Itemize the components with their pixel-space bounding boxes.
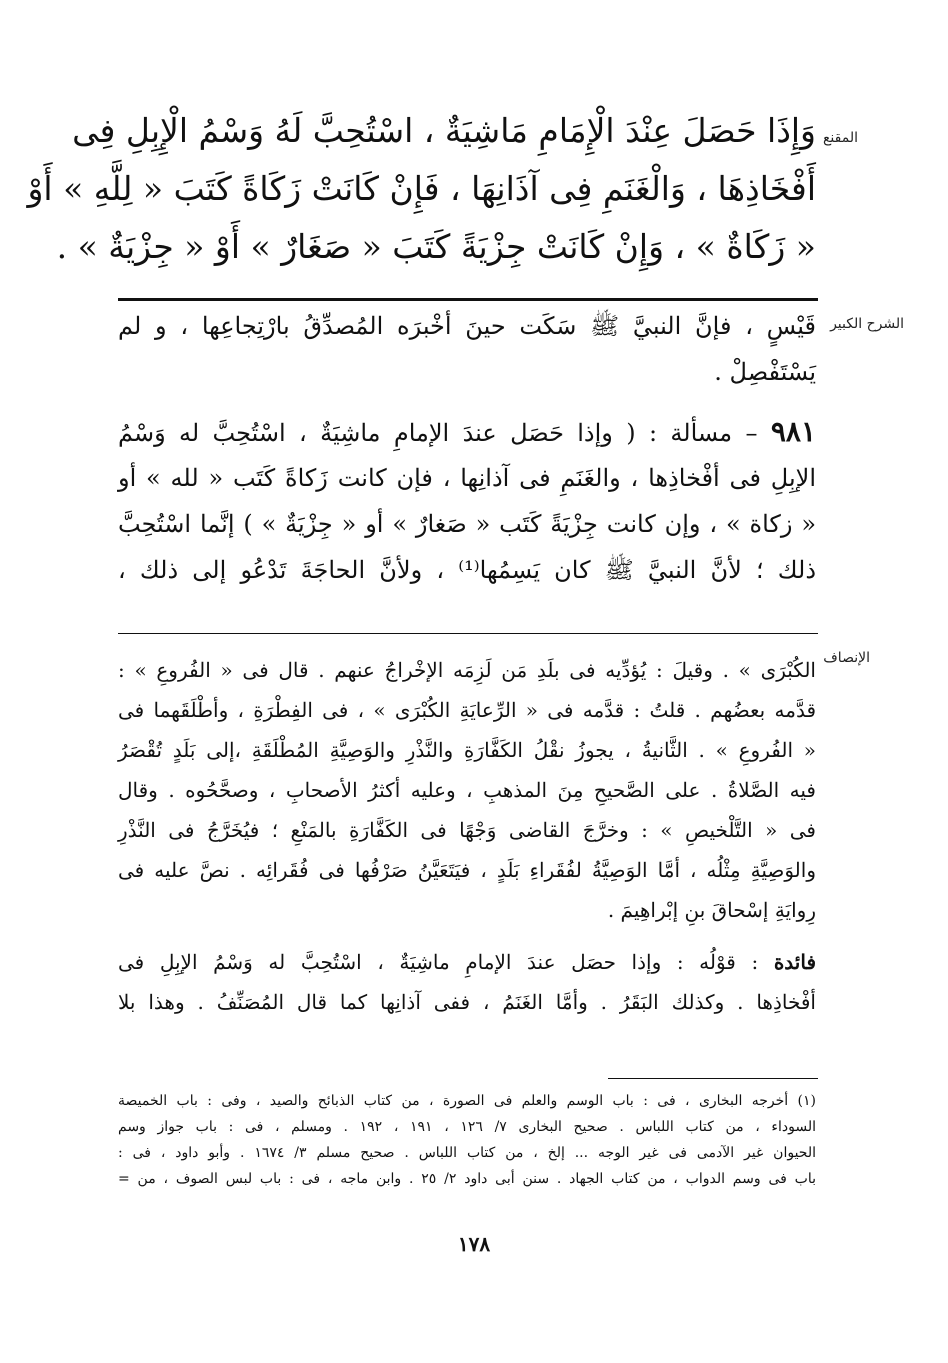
masala-number: ٩٨١ (770, 415, 816, 448)
masala-line: « زكاة » ، وإن كانت جِزْيَةً كَتَب « صَغارٌ » أو « جِزْيَةٌ » ) إنَّما اسْتُحِبَّ (118, 510, 816, 538)
muqni-line: وَإِذَا حَصَلَ عِنْدَ الْإِمَامِ مَاشِيَةٌ ، اسْتُحِبَّ لَهُ وَسْمُ الْإِبِلِ فِى (72, 111, 816, 150)
faida-label: فائدة (773, 950, 817, 974)
muqni-text (27, 102, 816, 276)
insaf-line: والوَصِيَّةِ مِثْلُه ، أمَّا الوَصِيَّةُ لفُقَراءِ بَلَدٍ ، فيَتَعَيَّنُ صَرْفُها فى فُقَرائِه . نصَّ عليه فى (118, 858, 816, 882)
footnote-divider (608, 1078, 818, 1079)
muqni-line: أَفْخَاذِهَا ، وَالْغَنَمِ فِى آذَانِهَا ، فَإِنْ كَانَتْ زَكَاةً كَتَبَ « لِلَّهِ » أَوْ (27, 169, 816, 208)
section-label-muqni: المقنع (822, 130, 858, 146)
masala-line: ذلك ؛ لأنَّ النبيَّ ﷺ كان يَسِمُها⁽¹⁾ ، ولأنَّ الحاجَةَ تَدْعُو إلى ذلك ، (118, 556, 817, 584)
insaf-line: رِوايَةِ إسْحاقَ بنِ إبْراهِيمَ . (607, 898, 816, 922)
sharh-kabir-text (118, 303, 816, 593)
masala-line: ٩٨١ – مسألة : ( وإذا حَصَل عندَ الإمامِ ماشِيَةٌ ، اسْتُحِبَّ له وَسْمُ (118, 415, 816, 448)
insaf-line: « الفُروعِ » . الثَّانيةُ ، يجوزُ نقْلُ الكَفَّارَةِ والنَّذْرِ والوَصِيَّةِ المُطْلَقَةِ ،إلى بَلَدٍ تُقْصَرُ (118, 738, 816, 762)
section-label-insaf: الإنصاف (823, 650, 870, 666)
section-label-sharh-kabir: الشرح الكبير (830, 316, 904, 332)
footnote-line: الحيوان غير الآدمى فى غير الوجه ... إلخ ، من كتاب اللباس . صحيح مسلم ٣/ ١٦٧٤ . وأبو داود ، فى : (118, 1145, 816, 1161)
insaf-line: فيه الصَّلاةُ . على الصَّحيحِ مِنَ المذهبِ ، وعليه أكثرُ الأصحابِ ، وصحَّحُوه . وقال (118, 778, 816, 802)
page-number: ١٧٨ (457, 1232, 491, 1256)
footnote-line: باب فى وسم الدواب ، من كتاب الجهاد . سنن أبى داود ٢/ ٢٥ . وابن ماجه ، فى : باب لبس الصوف ، من = (118, 1171, 816, 1187)
insaf-line: فى « التَّلْخيصِ » : وخرَّجَ القاضى وَجْهًا فى الكَفَّارَةِ بالمَنْعِ ؛ فيُخَرَّجُ فى النَّذْرِ (118, 818, 816, 842)
masala-line: الإبِلِ فى أفْخاذِها ، والغَنَمِ فى آذانِها ، فإن كانت زَكاةً كَتَب « لله » أو (118, 464, 816, 492)
sharh-line: قَيْسٍ ، فإنَّ النبيَّ ﷺ سَكَت حينَ أخْبرَه المُصدِّقُ بارْتِجاعِها ، و لم (118, 312, 816, 340)
sharh-line: يَسْتَفْصِلْ . (714, 358, 816, 386)
footnote-line: السوداء ، من كتاب اللباس . صحيح البخارى ٧/ ١٢٦ ، ١٩١ ، ١٩٢ . ومسلم ، فى : باب جواز وسم (118, 1119, 816, 1135)
insaf-line: قدَّمه بعضُهم . قلتُ : قدَّمه فى « الرِّعايَةِ الكُبْرَى » ، فى الفِطْرَةِ ، وأطْلَقَهما فى (118, 698, 816, 722)
footnote-line: (١) أخرجه البخارى ، فى : باب الوسم والعلم فى الصورة ، من كتاب الذبائح والصيد ، وفى : باب الخميصة (118, 1093, 816, 1109)
faida-line: فائدة : قوْلُه : وإذا حصَل عندَ الإمامِ ماشِيَةٌ ، اسْتُحِبَّ له وَسْمُ الإبِلِ فى (118, 950, 817, 974)
muqni-line: « زَكَاةٌ » ، وَإِنْ كَانَتْ جِزْيَةً كَتَبَ « صَغَارٌ » أَوْ « جِزْيَةٌ » . (56, 227, 816, 266)
section-divider (118, 633, 818, 634)
section-divider (118, 298, 818, 301)
footnote (118, 1088, 816, 1192)
insaf-text (118, 650, 816, 1022)
faida-line: أفْخاذِها . وكذلك البَقَرُ . وأمَّا الغَنَمُ ، ففى آذانِها كما قال المُصَنِّفُ . وهذا بلا (118, 990, 816, 1014)
insaf-line: الكُبْرَى » . وقيلَ : يُؤدِّيه فى بلَدِ مَن لَزِمَه الإخْراجُ عنهم . قال فى « الفُروعِ » : (118, 658, 816, 682)
